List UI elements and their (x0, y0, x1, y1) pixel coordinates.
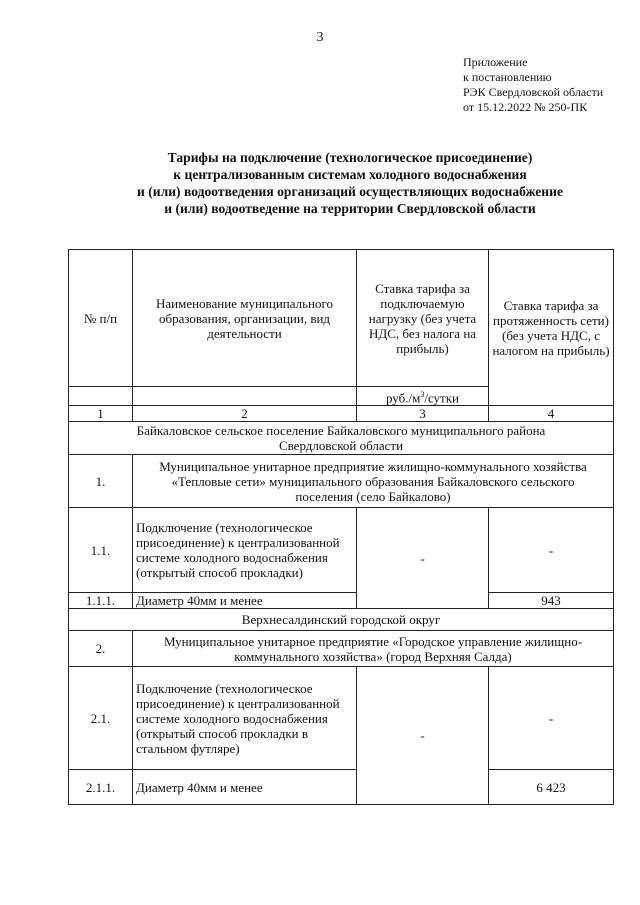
org1-name: Муниципальное унитарное предприятие жилищно-коммунального хозяйства «Тепловые сети» муниципального образования Байкаловского сельского поселения (село Байкалово) (133, 455, 614, 508)
title-line: и (или) водоотведения организаций осуществляющих водоснабжение (137, 184, 563, 199)
org2-name: Муниципальное унитарное предприятие «Городское управление жилищно-коммунального хозяйства» (город Верхняя Салда) (133, 631, 614, 667)
header-num: № п/п (69, 250, 133, 387)
col-number-3: 3 (357, 406, 489, 422)
unit-load (357, 387, 489, 406)
row-2-1-1-length: 6 423 (489, 770, 614, 805)
appendix-line: РЭК Свердловской области (463, 85, 604, 99)
row-2-1-num: 2.1. (69, 667, 133, 770)
col-number-4: 4 (489, 406, 614, 422)
title-line: Тарифы на подключение (технологическое присоединение) (167, 150, 533, 165)
row-1-1-1-length: 943 (489, 593, 614, 609)
row-1-1-1-num: 1.1.1. (69, 593, 133, 609)
row-2-1-name: Подключение (технологическое присоединение) к централизованной системе холодного водоснабжения (открытый способ прокладки в стальном футляре) (133, 667, 357, 770)
document-title (60, 149, 640, 217)
row-2-1-1-num: 2.1.1. (69, 770, 133, 805)
page-number: 3 (316, 30, 324, 45)
appendix-note (463, 55, 638, 115)
row-2-1-load: - (357, 667, 489, 805)
header-name-cont (133, 387, 357, 406)
header-rate-length: Ставка тарифа за протяженность сети) (без учета НДС, с налогом на прибыль) (489, 250, 614, 406)
row-1-1-1-name: Диаметр 40мм и менее (133, 593, 357, 609)
appendix-line: Приложение (463, 55, 528, 69)
row-2-1-length: - (489, 667, 614, 770)
section-baykalovo: Байкаловское сельское поселение Байкаловского муниципального района Свердловской области (69, 422, 614, 455)
row-2-1-1-name: Диаметр 40мм и менее (133, 770, 357, 805)
row-1-1-num: 1.1. (69, 508, 133, 593)
title-line: к централизованным системам холодного водоснабжения (173, 167, 527, 182)
row-1-1-name: Подключение (технологическое присоединение) к централизованной системе холодного водоснабжения (открытый способ прокладки) (133, 508, 357, 593)
org1-num: 1. (69, 455, 133, 508)
row-1-1-length: - (489, 508, 614, 593)
col-number-1: 1 (69, 406, 133, 422)
unit-load-sup: 3 (420, 390, 425, 399)
header-name: Наименование муниципального образования, организации, вид деятельности (133, 250, 357, 387)
col-number-2: 2 (133, 406, 357, 422)
title-line: и (или) водоотведение на территории Свердловской области (164, 201, 536, 216)
unit-load-pre: руб./м (385, 390, 421, 406)
section-verkhnyaya-salda: Верхнесалдинский городской округ (69, 609, 614, 631)
appendix-line: к постановлению (463, 70, 552, 84)
header-num-cont (69, 387, 133, 406)
org2-num: 2. (69, 631, 133, 667)
appendix-line: от 15.12.2022 № 250-ПК (463, 100, 588, 114)
tariff-table (68, 249, 614, 805)
row-1-1-load: - (357, 508, 489, 609)
header-rate-load: Ставка тарифа за подключаемую нагрузку (без учета НДС, без налога на прибыль) (357, 250, 489, 387)
unit-load-post: /сутки (424, 390, 460, 406)
